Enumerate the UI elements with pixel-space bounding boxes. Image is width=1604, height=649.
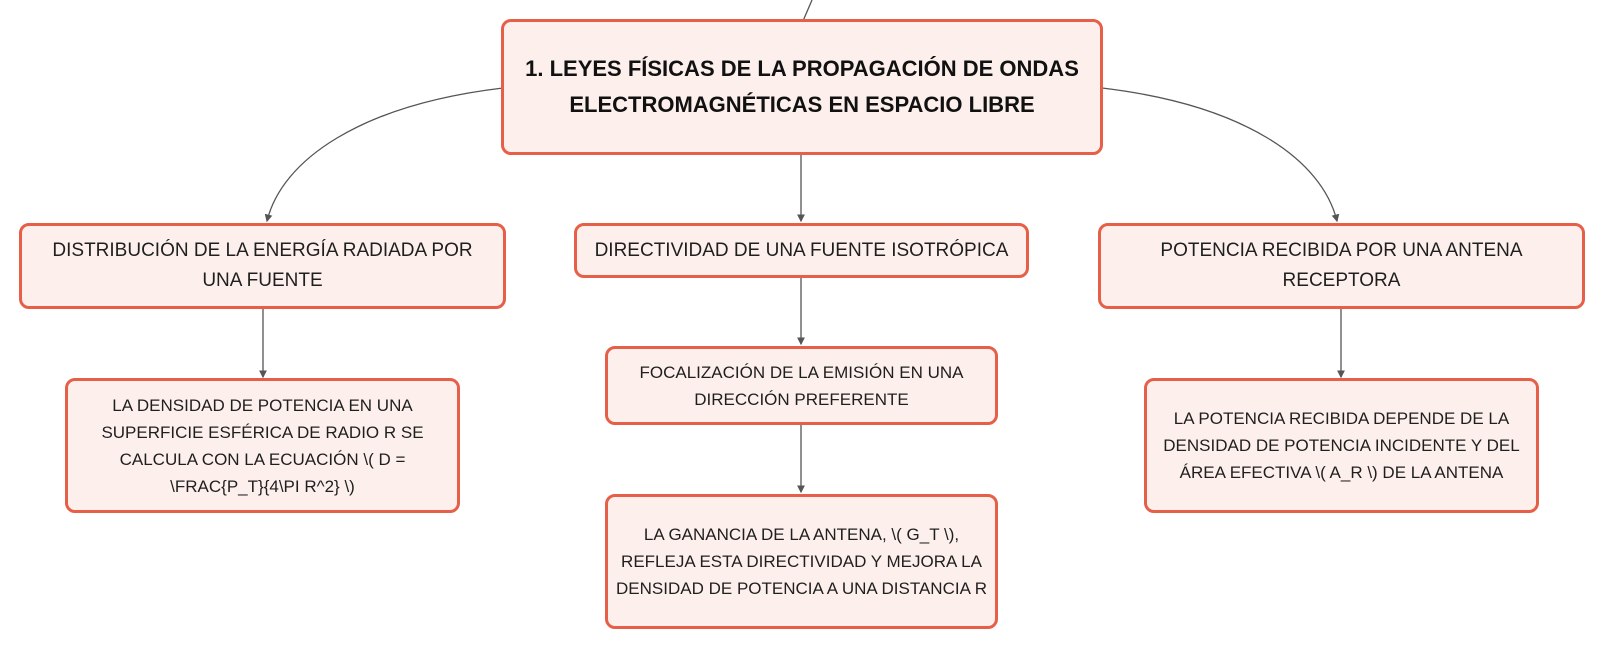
branch-node-directivity[interactable] bbox=[574, 223, 1029, 278]
branch-node-received-power[interactable] bbox=[1098, 223, 1585, 309]
leaf-node-antenna-gain[interactable] bbox=[605, 494, 998, 629]
child-node-emission-focus[interactable] bbox=[605, 346, 998, 425]
branch-node-energy-distribution[interactable] bbox=[19, 223, 506, 309]
branch-node-label: DIRECTIVIDAD DE UNA FUENTE ISOTRÓPICA bbox=[594, 239, 1009, 261]
leaf-node-effective-area[interactable] bbox=[1144, 378, 1539, 513]
connector-root-to-energy bbox=[267, 88, 503, 221]
branch-node-label: DISTRIBUCIÓN DE LA ENERGÍA RADIADA POR UNA FUENTE bbox=[52, 240, 473, 291]
leaf-node-power-density[interactable] bbox=[65, 378, 460, 513]
branch-node-label: POTENCIA RECIBIDA POR UNA ANTENA RECEPTORA bbox=[1160, 240, 1523, 291]
leaf-node-label: LA GANANCIA DE LA ANTENA, \( G_T \), REFLEJA ESTA DIRECTIVIDAD Y MEJORA LA DENSIDAD DE POTENCIA A UNA DISTANCIA R bbox=[616, 525, 987, 598]
leaf-node-label: LA DENSIDAD DE POTENCIA EN UNA SUPERFICIE ESFÉRICA DE RADIO R SE CALCULA CON LA ECUACIÓN \( D = \FRAC{P_T}{4\PI R^2} \) bbox=[101, 395, 424, 496]
connector-parent-stub bbox=[803, 0, 812, 21]
child-node-label: FOCALIZACIÓN DE LA EMISIÓN EN UNA DIRECCIÓN PREFERENTE bbox=[639, 362, 964, 409]
leaf-node-label: LA POTENCIA RECIBIDA DEPENDE DE LA DENSIDAD DE POTENCIA INCIDENTE Y DEL ÁREA EFECTIVA \( A_R \) DE LA ANTENA bbox=[1163, 409, 1520, 482]
connector-root-to-received-power bbox=[1102, 88, 1337, 221]
root-node[interactable] bbox=[501, 19, 1103, 155]
root-node-label: 1. LEYES FÍSICAS DE LA PROPAGACIÓN DE ONDAS ELECTROMAGNÉTICAS EN ESPACIO LIBRE bbox=[525, 56, 1079, 117]
